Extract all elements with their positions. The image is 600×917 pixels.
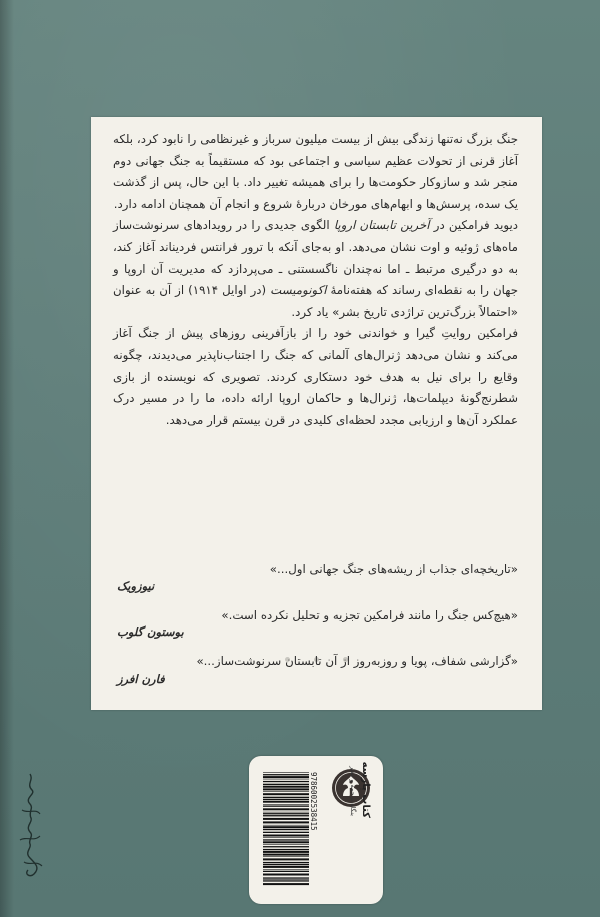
barcode-bar — [263, 801, 309, 803]
barcode-bar — [263, 826, 309, 828]
barcode-bar — [263, 851, 309, 853]
blurb-p2-part-b: الگوی جدیدی را در رویدادهای سرنوشت‌ساز ماه‌های ژوئیه و اوت نشان می‌دهد. او به‌جای آنکه با ترور فرانتس فردیناند آغاز کند، به دو درگیری مرتبط ـ اما نه‌چندان ناگسستنی ـ می‌پردازد که مدیریت آن اروپا و جهان را به نقطه‌ای رساند که هفته‌نامهٔ — [113, 218, 518, 298]
barcode-bar — [263, 786, 309, 788]
barcode-bar — [263, 835, 309, 837]
barcode-bar — [263, 844, 309, 845]
blurb-paragraph-3: فرامکین روایتِ گیرا و خواندنی خود را از بازآفرینی روزهای پیش از جنگ آغاز می‌کند و نشان می‌دهد ژنرال‌های آلمانی که جنگ را اجتناب‌ناپذیر می‌دیدند، چگونه وقایع را برای نیل به هدف خود دستکاری کردند. تصویری که نویسنده از بازی شطرنج‌گونهٔ دیپلمات‌ها، ژنرال‌ها و حاکمان اروپا ارائه داده، ما را در مسیر درک عملکرد آن‌ها و ارزیابی مجدد لحظه‌ای کلیدی در قرن بیستم قرار می‌دهد. — [113, 326, 518, 427]
barcode-bar — [263, 829, 309, 830]
blurb-p2-part-a: دیوید فرامکین در — [429, 218, 518, 233]
svg-text:بنگاه ترجمه و نشر: بنگاه ترجمه و نشر — [349, 766, 357, 816]
review-source-1: نیوزویک — [117, 579, 155, 593]
barcode-bar — [263, 846, 309, 847]
barcode-bar — [263, 818, 309, 820]
barcode-bar — [263, 878, 309, 879]
barcode-bar — [263, 806, 309, 807]
barcode-bar — [263, 821, 309, 823]
barcode-bar — [263, 779, 309, 780]
barcode-bar — [263, 880, 309, 881]
barcode-bar — [263, 781, 309, 782]
barcode-bar — [263, 856, 309, 857]
barcode-bar — [263, 793, 309, 795]
barcode-bar — [263, 849, 309, 850]
review-source-2: بوستون گلوب — [117, 625, 184, 639]
barcode-bar — [263, 808, 309, 810]
blurb-paragraph-2 — [113, 215, 518, 323]
review-quote-2: «هیچ‌کس جنگ را مانند فرامکین تجزیه و تحلیل نکرده است.» — [221, 608, 518, 622]
barcode-bar — [263, 804, 309, 805]
barcode-bar — [263, 776, 309, 778]
book-title-italic: آخرین تابستان اروپا — [333, 218, 430, 233]
barcode-bar — [263, 788, 309, 790]
blurb-p2-part-c: (در اوایل ۱۹۱۴) از آن به عنوان «احتمالاً بزرگ‌ترین تراژدی تاریخ بشر» یاد کرد. — [113, 283, 518, 319]
barcode-bar — [263, 832, 309, 833]
barcode-bar — [263, 864, 309, 865]
barcode-bar — [263, 862, 309, 863]
barcode-publisher-box — [249, 756, 383, 904]
barcode-bar — [263, 815, 309, 816]
handwritten-signature-icon — [10, 770, 50, 880]
barcode-bar — [263, 841, 309, 843]
barcode-bar — [263, 866, 309, 868]
barcode-bar — [263, 799, 309, 800]
publisher-name — [337, 761, 381, 894]
barcode-bar — [263, 825, 309, 826]
barcode-bar — [263, 854, 309, 856]
barcode-bar — [263, 871, 309, 872]
barcode-bar — [263, 837, 309, 838]
barcode-bar — [263, 813, 309, 814]
review-quote-3: «گزارشی شفاف، پویا و روزبه‌روز از آن تابستان سرنوشت‌ساز...» — [196, 654, 518, 668]
blurb-text — [113, 129, 518, 431]
barcode-bar — [263, 772, 309, 773]
barcode-bar — [263, 858, 309, 860]
barcode-bar — [263, 774, 309, 775]
blurb-panel — [91, 117, 542, 710]
isbn-number — [308, 772, 320, 890]
barcode-bar — [263, 877, 309, 878]
isbn-barcode — [263, 770, 309, 888]
barcode-bar — [263, 784, 309, 785]
barcode-bar — [263, 812, 309, 813]
barcode-bar — [263, 883, 309, 885]
svg-text:9786002538415: 9786002538415 — [309, 772, 318, 831]
barcode-bar — [263, 874, 309, 876]
review-quote-1: «تاریخچه‌ای جذاب از ریشه‌های جنگ جهانی اول...» — [269, 562, 518, 576]
review-source-3: فارن افرز — [117, 672, 165, 686]
barcode-bar — [263, 839, 309, 840]
barcode-bar — [263, 797, 309, 798]
journal-name-italic: اکونومیست — [270, 283, 327, 298]
svg-text:کتاب پارسه: کتاب پارسه — [360, 761, 371, 818]
barcode-bar — [263, 791, 309, 792]
barcode-bar — [263, 869, 309, 870]
blurb-paragraph-1: جنگ بزرگ نه‌تنها زندگی بیش از بیست میلیون سرباز و غیرنظامی را نابود کرد، بلکه آغاز قرنی از تحولات عظیم سیاسی و اجتماعی بود که مستقیماً به جنگ جهانی دوم منجر شد و سازوکار حکومت‌ها را برای همیشه تغییر داد. با این حال، پس از گذشت یک سده، پرسش‌ها و ابهام‌های مورخان دربارهٔ شروع و انجام آن همچنان ادامه دارد. — [113, 132, 518, 211]
